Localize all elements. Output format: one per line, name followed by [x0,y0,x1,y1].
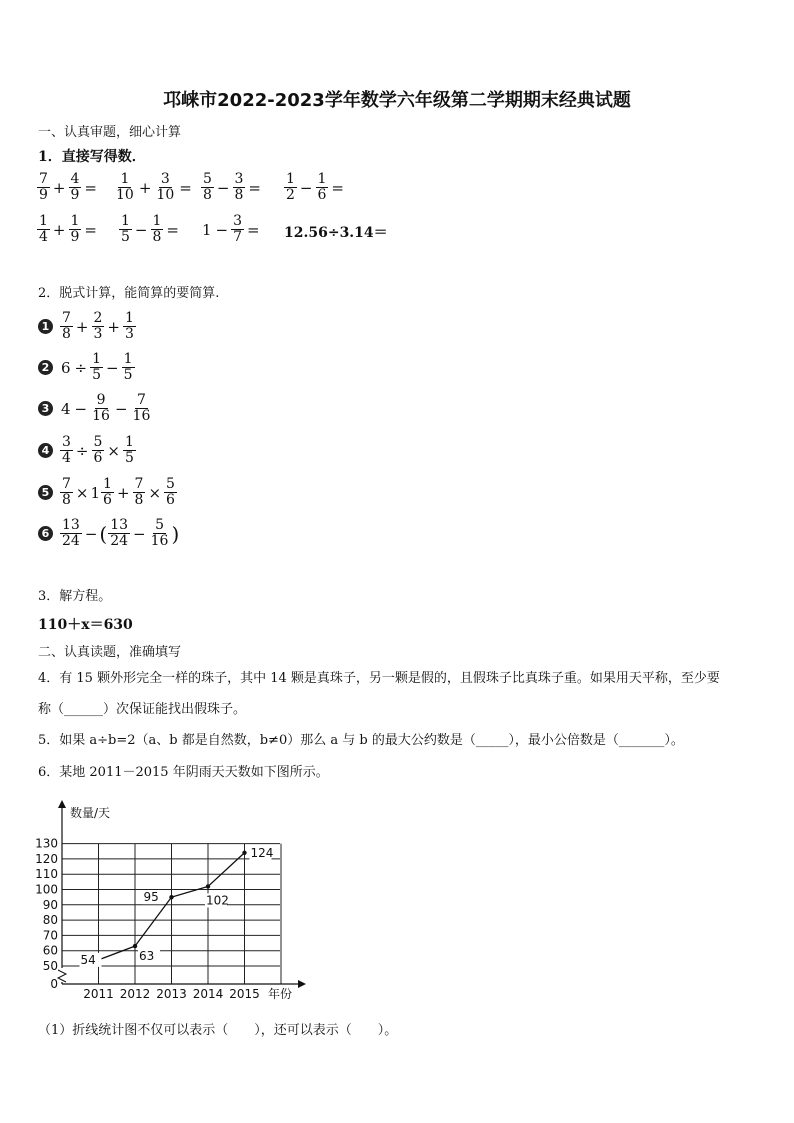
question-1-label: 1．直接写得数． [38,149,146,165]
calc-item-3: $\frac{5}{8}$ − $\frac{3}{8}$ = [203,171,261,203]
x-tick-label: 2013 [156,987,187,1001]
y-tick-label: 100 [35,882,58,897]
data-point [242,851,246,855]
y-tick-label: 120 [35,851,58,866]
line-chart [30,798,320,1003]
calc-item-1: $\frac{7}{9}$ + $\frac{4}{9}$ = [39,171,97,203]
y-tick-label: 110 [35,867,58,882]
expression-6: 6 $\frac{13}{24}$ − ( $\frac{13}{24}$ − $\frac{5}{16}$ ) [38,518,179,549]
y-tick-label: 130 [35,836,58,851]
question-4-line-2: 称（______）次保证能找出假珠子。 [38,702,247,717]
number-marker: 6 [38,526,53,541]
section-heading-2: 二、认真读题，准确填写 [38,645,182,660]
y-tick-label: 0 [50,977,58,991]
expression-5: 5 $\frac{7}{8}$ × 1 $\frac{1}{6}$ + $\frac{7}{8}$ × $\frac{5}{6}$ [38,477,178,508]
y-axis-label: 数量/天 [70,806,111,820]
data-point [206,884,210,888]
calc-item-6: $\frac{1}{5}$ − $\frac{1}{8}$ = [121,213,179,245]
section-heading-1: 一、认真审题，细心计算 [38,125,182,140]
expression-3: 3 4 − $\frac{9}{16}$ − $\frac{7}{16}$ [38,393,153,424]
x-tick-label: 2011 [83,987,114,1001]
question-3-label: 3．解方程。 [38,589,112,604]
data-label: 95 [143,890,159,905]
y-tick-label: 60 [42,943,58,958]
expression-4: 4 $\frac{3}{4}$ ÷ $\frac{5}{6}$ × $\frac{1}{5}$ [38,435,137,466]
x-axis-arrow [298,980,306,988]
y-tick-label: 80 [42,913,58,928]
number-marker: 2 [38,360,53,375]
expression-2: 2 6 ÷ $\frac{1}{5}$ − $\frac{1}{5}$ [38,352,136,383]
question-6-sub-1: （1）折线统计图不仅可以表示（ ），还可以表示（ ）。 [38,1023,398,1038]
data-label: 63 [139,949,155,964]
calc-item-2: $\frac{1}{10}$ + $\frac{3}{10}$ = [116,171,192,203]
number-marker: 3 [38,401,53,416]
y-axis-arrow [58,800,66,808]
equation: 110＋x＝630 [38,617,133,633]
calc-item-4: $\frac{1}{2}$ − $\frac{1}{6}$ = [286,171,344,203]
x-tick-label: 2015 [229,987,260,1001]
question-5: 5．如果 a÷b=2（a、b 都是自然数，b≠0）那么 a 与 b 的最大公约数是（_____），最小公倍数是（_______）。 [38,733,684,748]
expression-1: 1 $\frac{7}{8}$ + $\frac{2}{3}$ + $\frac{1}{3}$ [38,311,137,342]
data-label: 102 [206,893,229,908]
calc-item-5: $\frac{1}{4}$ + $\frac{1}{9}$ = [39,213,97,245]
data-label: 124 [250,845,274,860]
number-marker: 5 [38,485,53,500]
question-2-label: 2．脱式计算，能简算的要简算. [38,286,220,301]
y-tick-label: 90 [42,897,58,912]
number-marker: 1 [38,319,53,334]
data-label: 54 [80,952,96,967]
calc-item-7: 1 − $\frac{3}{7}$ = [202,213,260,245]
x-axis-label: 年份 [268,987,293,1001]
calc-item-8: 12.56÷3.14＝ [284,225,388,241]
x-tick-label: 2012 [119,987,151,1001]
data-point [169,895,173,899]
question-6: 6．某地 2011－2015 年阴雨天天数如下图所示。 [38,765,329,780]
number-marker: 4 [38,443,53,458]
question-4-line-1: 4．有 15 颗外形完全一样的珠子，其中 14 颗是真珠子，另一颗是假的，且假珠子比真珠子重。如果用天平称，至少要 [38,671,720,686]
page-title: 邛崃市2022-2023学年数学六年级第二学期期末经典试题 [163,90,631,111]
y-tick-label: 70 [42,928,58,943]
y-tick-label: 50 [42,959,58,973]
x-tick-label: 2014 [192,987,224,1001]
data-point [133,944,137,948]
